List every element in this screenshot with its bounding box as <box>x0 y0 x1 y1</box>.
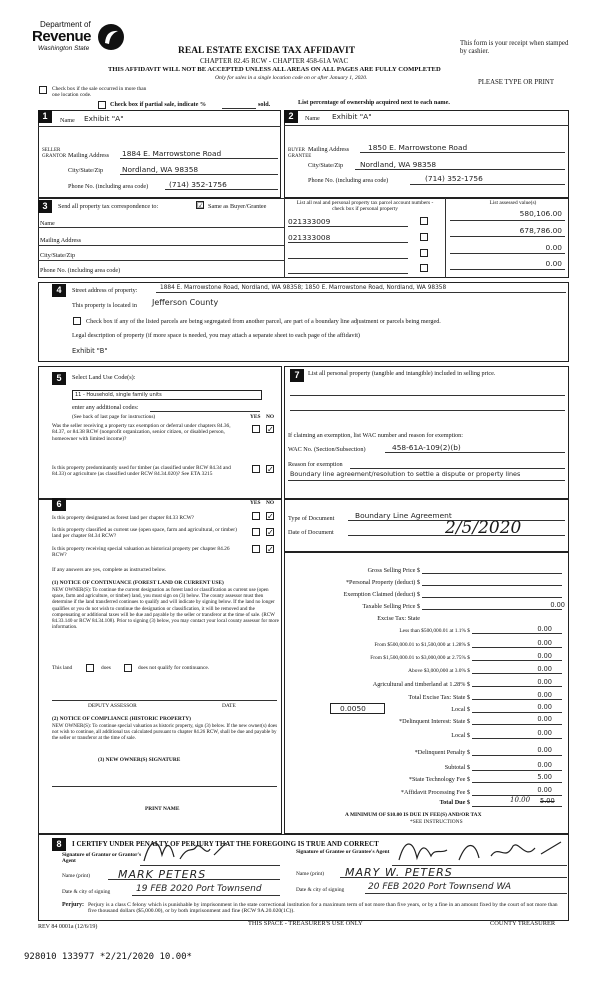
local-rate-value[interactable]: 0.0050 <box>340 704 366 713</box>
notice1-text: NEW OWNER(S): To continue the current designation as forest land or classification as current use (open space, farm and agriculture, or timber) land, you must sign on (3) below. The county assessor must then determine if the land transferred continues to qualify and will indicate by signing below. If the land no longer qualifies or you do not wish to continue the designation or classification, it will be removed and the compensating or additional taxes will be due and payable by the seller or transferor at the time of sale. (RCW 84.33.140 or RCW 84.34.108). Prior to signing (3) below, you may contact your local county assessor for more information. <box>52 587 279 631</box>
grantee-date-label: Date & city of signing <box>296 887 345 893</box>
dor-logo <box>32 20 127 62</box>
personal-property-label: List all personal property (tangible and intangible) included in selling price. <box>308 370 496 377</box>
revenue-label: Revenue <box>32 28 92 45</box>
tax-total-due-value[interactable]: 5.00 <box>540 797 555 805</box>
sec5-q2-yes[interactable] <box>252 465 260 473</box>
partial-sale-label: Check box if partial sale, indicate % <box>110 101 207 108</box>
tax-bracket4-label: Above $3,000,000 at 3.0% $ <box>408 668 470 674</box>
seller-phone-label: Phone No. (including area code) <box>68 183 149 190</box>
sec6-q1: Is this property designated as forest land per chapter 84.33 RCW? <box>52 515 195 521</box>
grantor-name-label: Name (print) <box>62 873 90 879</box>
corr-city-label: City/State/Zip <box>40 252 76 259</box>
values-header: List assessed value(s) <box>489 200 537 206</box>
seller-name[interactable]: Exhibit "A" <box>84 114 124 123</box>
see-instructions: *SEE INSTRUCTIONS <box>410 819 463 825</box>
parcel-personal-checkbox-1[interactable] <box>420 217 428 225</box>
tax-ag-value[interactable]: 0.00 <box>537 678 552 686</box>
dept-label: Department of <box>40 20 91 29</box>
parcel-acct-2[interactable]: 021333008 <box>288 233 331 242</box>
form-sub: Only for sales in a single location code on or after January 1, 2020. <box>215 75 368 81</box>
section-4-number: 4 <box>52 284 66 297</box>
same-as-buyer-checkbox[interactable]: ☑ <box>197 201 205 210</box>
county-value[interactable]: Jefferson County <box>152 298 219 307</box>
multi-location-checkbox[interactable] <box>39 86 47 94</box>
print-name-label: PRINT NAME <box>145 806 180 812</box>
tax-subtotal-value[interactable]: 0.00 <box>537 761 552 769</box>
sec5-no: NO <box>266 414 275 420</box>
section-8-number: 8 <box>52 838 66 851</box>
tax-total-state-label: Total Excise Tax: State $ <box>408 694 470 701</box>
section-6-number: 6 <box>52 498 66 511</box>
seller-mail-label: Mailing Address <box>68 152 110 159</box>
doc-type-label: Type of Document <box>288 515 335 522</box>
buyer-city[interactable]: Nordland, WA 98358 <box>360 160 437 169</box>
sec6-yes: YES <box>250 500 261 506</box>
parcel-value-3[interactable]: 0.00 <box>545 243 562 252</box>
doc-box <box>284 499 569 552</box>
tax-bracket3-label: From $1,500,000.01 to $3,000,000 at 2.75% $ <box>370 655 470 661</box>
doc-date-label: Date of Document <box>288 529 334 536</box>
buyer-mail[interactable]: 1850 E. Marrowstone Road <box>368 143 468 152</box>
notice1-title: (1) NOTICE OF CONTINUANCE (FOREST LAND OR CURRENT USE) <box>52 580 224 586</box>
sec6-if-yes: If any answers are yes, complete as instructed below. <box>52 567 167 573</box>
seller-city-label: City/State/Zip <box>68 167 104 174</box>
multi-location-label: Check box if the sale occurred in more than one location code. <box>52 86 147 99</box>
tax-local-label: Local $ <box>451 706 470 713</box>
parcel-acct-1[interactable]: 021333009 <box>288 217 331 226</box>
perjury-text: Perjury is a class C felony which is punishable by imprisonment in the state correctional institution for a maximum term of not more than five years, or by a fine in an amount fixed by the court of not more than five thousand dollars ($5,000.00), or by both imprisonment and fine (RCW 9A.20.020(1C)). <box>88 902 558 915</box>
grantor-sig-label: Signature of Grantor or Grantor's Agent <box>62 852 142 865</box>
receipt-note: This form is your receipt when stamped by cashier. <box>460 40 569 55</box>
land-use-label: Select Land Use Code(s): <box>72 374 136 381</box>
grantor-date[interactable]: 19 FEB 2020 Port Townsend <box>136 884 262 894</box>
parcel-personal-checkbox-2[interactable] <box>420 233 428 241</box>
this-land-does-checkbox[interactable] <box>86 664 94 672</box>
buyer-name[interactable]: Exhibit "A" <box>332 112 372 121</box>
state-label: Washington State <box>38 45 90 52</box>
new-owner-sig-label: (3) NEW OWNER(S) SIGNATURE <box>98 757 181 763</box>
certify-statement: I CERTIFY UNDER PENALTY OF PERJURY THAT THE FOREGOING IS TRUE AND CORRECT <box>72 840 379 848</box>
dor-swoosh-icon <box>96 22 126 52</box>
sec6-no: NO <box>266 500 275 506</box>
this-land-label: This land <box>52 665 73 671</box>
tax-personal-label: *Personal Property (deduct) $ <box>345 579 420 586</box>
same-as-buyer-label: Same as Buyer/Grantee <box>208 203 267 210</box>
tax-delinq-local-value[interactable]: 0.00 <box>537 729 552 737</box>
parcel-value-4[interactable]: 0.00 <box>545 259 562 268</box>
street-value[interactable]: 1884 E. Marrowstone Road, Nordland, WA 98358; 1850 E. Marrowstone Road, Nordland, WA 98358 <box>160 285 447 291</box>
buyer-phone[interactable]: (714) 352-1756 <box>425 174 483 183</box>
tax-delinq-int-value[interactable]: 0.00 <box>537 715 552 723</box>
form-warning: THIS AFFIDAVIT WILL NOT BE ACCEPTED UNLESS ALL AREAS ON ALL PAGES ARE FULLY COMPLETED <box>108 66 441 73</box>
section-1-number: 1 <box>38 110 52 123</box>
tax-local-value[interactable]: 0.00 <box>537 703 552 711</box>
tax-affidavit-fee-label: *Affidavit Processing Fee $ <box>400 789 470 796</box>
partial-sale-checkbox[interactable] <box>98 101 106 109</box>
sec6-q1-no[interactable]: ✓ <box>267 512 274 521</box>
tax-affidavit-fee-value[interactable]: 0.00 <box>537 786 552 794</box>
seller-side-label: SELLER GRANTOR <box>42 148 67 159</box>
corr-phone-label: Phone No. (including area code) <box>40 267 121 274</box>
tax-bracket2-value[interactable]: 0.00 <box>537 639 552 647</box>
tax-total-due-label: Total Due $ <box>439 799 470 806</box>
land-use-code-value: 11 - Household, single family units <box>75 392 162 398</box>
section-5-number: 5 <box>52 372 66 385</box>
reason-label: Reason for exemption <box>288 461 343 468</box>
sec5-q1-no[interactable]: ✓ <box>267 425 274 434</box>
sec5-q2-no[interactable]: ✓ <box>267 465 274 474</box>
buyer-side-label: BUYER GRANTEE <box>288 148 312 159</box>
tax-tech-fee-label: *State Technology Fee $ <box>408 776 470 783</box>
street-label: Street address of property: <box>72 287 138 294</box>
sec5-q2: Is this property predominantly used for timber (as classified under RCW 84.34 and 84.33) or agriculture (as classified under RCW 84.34.020)? See ETA 3215 <box>52 465 231 478</box>
tax-excise-label: Excise Tax: State <box>377 615 420 622</box>
this-land-does-not-checkbox[interactable] <box>124 664 132 672</box>
does-not-label: does not qualify for continuance. <box>138 665 210 671</box>
sec5-yes: YES <box>250 414 261 420</box>
grantee-name[interactable]: MARY W. PETERS <box>345 866 453 879</box>
perjury-label: Perjury: <box>62 902 84 908</box>
see-back-label: (See back of last page for instructions) <box>72 414 156 420</box>
deputy-date-label: DATE <box>222 703 236 709</box>
form-chapter: CHAPTER 82.45 RCW - CHAPTER 458-61A WAC <box>200 57 349 65</box>
tax-bracket4-value[interactable]: 0.00 <box>537 665 552 673</box>
sec6-q2-yes[interactable] <box>252 528 260 536</box>
grantor-name[interactable]: MARK PETERS <box>118 868 207 881</box>
tax-bracket3-value[interactable]: 0.00 <box>537 652 552 660</box>
buyer-name-label: Name <box>305 115 320 122</box>
county-treasurer: COUNTY TREASURER <box>490 920 556 927</box>
wac-label: WAC No. (Section/Subsection) <box>288 446 366 453</box>
tax-exemption-label: Exemption Claimed (deduct) $ <box>343 591 420 598</box>
tax-penalty-value[interactable]: 0.00 <box>537 746 552 754</box>
minimum-note: A MINIMUM OF $10.00 IS DUE IN FEE(S) AND/OR TAX <box>345 812 482 818</box>
reason-value[interactable]: Boundary line agreement/resolution to settle a dispute or property lines <box>290 470 521 478</box>
sec5-q1-yes[interactable] <box>252 425 260 433</box>
parcel-value-1[interactable]: 580,106.00 <box>519 209 562 218</box>
buyer-phone-label: Phone No. (including area code) <box>308 177 389 184</box>
tax-bracket2-label: From $500,000.01 to $1,500,000 at 1.28% $ <box>374 642 470 648</box>
doc-date-value[interactable]: 2/5/2020 <box>445 518 522 538</box>
doc-type-value[interactable]: Boundary Line Agreement <box>355 511 452 520</box>
grantee-sig-label: Signature of Grantee or Grantee's Agent <box>296 849 390 855</box>
county-label: This property is located in <box>72 302 137 309</box>
sec6-q3-no[interactable]: ✓ <box>267 545 274 554</box>
tax-delinq-int-label: *Delinquent Interest: State $ <box>399 718 470 725</box>
tax-taxable-value[interactable]: 0.00 <box>550 601 565 609</box>
form-title: REAL ESTATE EXCISE TAX AFFIDAVIT <box>178 46 356 56</box>
seller-phone[interactable]: (714) 352-1756 <box>169 180 227 189</box>
grantee-signature[interactable] <box>395 836 565 866</box>
notice2-text: NEW OWNER(S): To continue special valuation as historic property, sign (3) below. If the new owner(s) does not wish to continue, all additional tax calculated pursuant to chapter 84.26 RCW, shall be due and payable by the seller or transferor at the time of sale. <box>52 723 278 742</box>
corr-name-label: Name <box>40 220 55 227</box>
sec5-q1: Was the seller receiving a property tax exemption or deferral under chapters 84.36, 84.37, or 84.38 RCW (nonprofit organization, senior citizen, or disabled person, homeowner with limited income)? <box>52 423 231 442</box>
grantee-name-label: Name (print) <box>296 871 324 877</box>
tax-ag-label: Agricultural and timberland at 1.28% $ <box>372 681 470 688</box>
tax-penalty-label: *Delinquent Penalty $ <box>414 749 470 756</box>
section-3-number: 3 <box>38 200 52 213</box>
sec6-q3: Is this property receiving special valuation as historical property per chapter 84.26 RCW? <box>52 546 230 559</box>
does-label: does <box>101 665 111 671</box>
tax-tech-fee-value[interactable]: 5.00 <box>537 773 552 781</box>
buyer-city-label: City/State/Zip <box>308 162 344 169</box>
wac-value[interactable]: 458-61A-109(2)(b) <box>392 443 461 452</box>
deputy-assessor-label: DEPUTY ASSESSOR <box>88 703 137 709</box>
sold-label: sold. <box>258 101 271 108</box>
buyer-mail-label: Mailing Address <box>308 146 350 153</box>
tax-bracket1-value[interactable]: 0.00 <box>537 625 552 633</box>
form-number: REV 84 0001a (12/6/19) <box>38 924 98 930</box>
tax-total-due-handwritten: 10.00 <box>510 796 531 804</box>
correspondence-label: Send all property tax correspondence to: <box>58 203 159 210</box>
grantor-date-label: Date & city of signing <box>62 889 111 895</box>
seller-city[interactable]: Nordland, WA 98358 <box>122 165 199 174</box>
tax-taxable-label: Taxable Selling Price $ <box>362 603 420 610</box>
tax-subtotal-label: Subtotal $ <box>444 764 470 771</box>
segregated-label: Check box if any of the listed parcels are being segregated from another parcel, are part of a boundary line adjustment or parcels being merged. <box>86 318 441 325</box>
sec6-q1-yes[interactable] <box>252 512 260 520</box>
legal-value[interactable]: Exhibit "B" <box>72 347 108 355</box>
seller-mail[interactable]: 1884 E. Marrowstone Road <box>122 149 222 158</box>
sec6-q3-yes[interactable] <box>252 545 260 553</box>
notice2-title: (2) NOTICE OF COMPLIANCE (HISTORIC PROPERTY) <box>52 716 191 722</box>
treasurer-space: THIS SPACE - TREASURER'S USE ONLY <box>248 920 363 927</box>
grantor-signature[interactable] <box>140 835 230 865</box>
seller-name-label: Name <box>60 117 75 124</box>
parcel-personal-checkbox-4[interactable] <box>420 264 428 272</box>
receipt-stamp: 928010 133977 *2/21/2020 10.00* <box>24 952 192 962</box>
print-note: PLEASE TYPE OR PRINT <box>478 79 554 86</box>
tax-gross-label: Gross Selling Price $ <box>367 567 420 574</box>
section-2-number: 2 <box>284 110 298 123</box>
additional-codes-label: enter any additional codes: <box>72 404 139 411</box>
sec6-q2-no[interactable]: ✓ <box>267 528 274 537</box>
parcels-header: List all real and personal property tax parcel account numbers - check box if personal property <box>296 200 434 213</box>
grantee-date[interactable]: 20 FEB 2020 Port Townsend WA <box>368 882 512 892</box>
section-7-number: 7 <box>290 369 304 382</box>
parcel-value-2[interactable]: 678,786.00 <box>519 226 562 235</box>
corr-mail-label: Mailing Address <box>40 237 82 244</box>
legal-label: Legal description of property (if more space is needed, you may attach a separate sheet to each page of the affidavit) <box>72 332 360 339</box>
segregated-checkbox[interactable] <box>73 317 81 325</box>
tax-total-state-value[interactable]: 0.00 <box>537 691 552 699</box>
tax-bracket1-label: Less than $500,000.01 at 1.1% $ <box>399 628 470 634</box>
exemption-label: If claiming an exemption, list WAC number and reason for exemption: <box>288 432 463 439</box>
tax-delinq-local-label: Local $ <box>451 732 470 739</box>
parcel-personal-checkbox-3[interactable] <box>420 249 428 257</box>
ownership-note: List percentage of ownership acquired next to each name. <box>298 99 450 106</box>
sec6-q2: Is this property classified as current use (open space, farm and agricultural, or timber) land per chapter 84.34 RCW? <box>52 527 237 540</box>
